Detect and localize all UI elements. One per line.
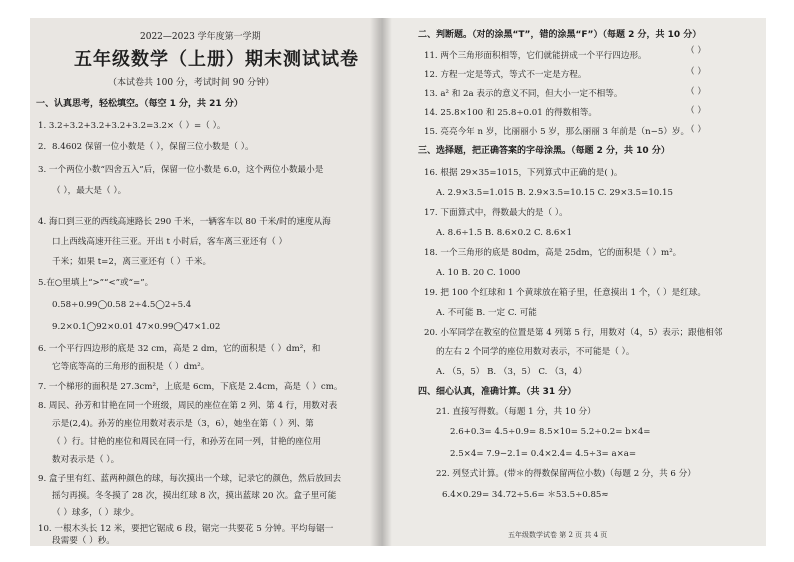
choice-line: A. 10 B. 20 C. 1000 bbox=[436, 268, 521, 278]
fill-line: 它等底等高的三角形的面积是（ ）dm²。 bbox=[52, 362, 210, 372]
judge-item: 15. 亮亮今年 n 岁，比丽丽小 5 岁，那么丽丽 3 年前是（n−5）岁。 bbox=[424, 127, 690, 137]
section-1-heading: 一、认真思考，轻松填空。（每空 1 分，共 21 分） bbox=[36, 99, 243, 109]
fill-line: 2．8.4602 保留一位小数是（ ），保留三位小数是（ ）。 bbox=[38, 142, 254, 152]
judge-answer-blank[interactable]: （ ） bbox=[686, 106, 706, 116]
oral-calc-row: 2.6+0.3= 4.5÷0.9= 8.5×10= 5.2÷0.2= b×4= bbox=[450, 427, 651, 437]
fill-line: （ ），最大是（ ）。 bbox=[52, 186, 127, 196]
fill-line: （ ）球多，（ ）球少。 bbox=[52, 508, 140, 518]
section-3-heading: 三、选择题，把正确答案的字母涂黑。（每题 2 分，共 10 分） bbox=[418, 146, 670, 156]
judge-item: 12. 方程一定是等式，等式不一定是方程。 bbox=[424, 70, 587, 80]
vertical-calc-row: 6.4×0.29= 34.72÷5.6= ＊53.5÷0.85≈ bbox=[442, 490, 609, 500]
section-4-heading: 四、细心认真，准确计算。（共 31 分） bbox=[418, 387, 577, 397]
page-footer: 五年级数学试卷 第 2 页 共 4 页 bbox=[508, 531, 608, 539]
fill-line: 口上西线高速开往三亚。开出 t 小时后，客车离三亚还有（ ） bbox=[52, 237, 288, 247]
choice-line: A. 2.9×3.5=1.015 B. 2.9×3.5=10.15 C. 29×3.5=10.15 bbox=[436, 188, 673, 198]
fill-line: 0.58÷0.99◯0.58 2÷4.5◯2÷5.4 bbox=[52, 300, 192, 310]
judge-answer-blank[interactable]: （ ） bbox=[686, 125, 706, 135]
fill-line: 千米；如果 t=2，离三亚还有（ ）千米。 bbox=[52, 257, 212, 267]
fill-line: 摇匀再摸。冬冬摸了 28 次，摸出红球 8 次，摸出蓝球 20 次。盒子里可能 bbox=[52, 491, 337, 501]
fill-line: 4. 海口到三亚的西线高速路长 290 千米，一辆客车以 80 千米/时的速度从海 bbox=[38, 217, 331, 227]
choice-line: 16. 根据 29×35=1015，下列算式中正确的是( )。 bbox=[424, 168, 623, 178]
fill-line: 10. 一根木头长 12 米，要把它锯成 6 段，锯完一共要花 5 分钟。平均每锯一 bbox=[38, 524, 334, 534]
book-gutter-shadow bbox=[370, 18, 392, 546]
fill-line: （ ）行。甘艳的座位和周民在同一行，和孙芳在同一列，甘艳的座位用 bbox=[52, 437, 322, 447]
exam-subtitle: （本试卷共 100 分，考试时间 90 分钟） bbox=[108, 78, 275, 88]
choice-line: A. （5，5） B. （3，5） C. （3，4） bbox=[436, 367, 587, 377]
exam-page-1 bbox=[30, 18, 382, 546]
choice-line: 18. 一个三角形的底是 80dm，高是 25dm，它的面积是（ ）m²。 bbox=[424, 248, 682, 258]
fill-line: 3. 一个两位小数“四舍五入”后，保留一位小数是 6.0，这个两位小数最小是 bbox=[38, 165, 324, 175]
fill-line: 1. 3.2÷3.2+3.2+3.2+3.2=3.2×（ ）=（ ）。 bbox=[38, 121, 226, 131]
choice-line: 的左右 2 个同学的座位用数对表示，不可能是（ ）。 bbox=[436, 347, 635, 357]
choice-line: 17. 下面算式中，得数最大的是（ ）。 bbox=[424, 208, 568, 218]
fill-line: 9. 盒子里有红、蓝两种颜色的球，每次摸出一个球，记录它的颜色，然后放回去 bbox=[38, 474, 342, 484]
q21-heading: 21. 直接写得数。（每题 1 分，共 10 分） bbox=[436, 407, 596, 417]
school-year: 2022—2023 学年度第一学期 bbox=[140, 32, 261, 42]
fill-line: 示是(2,4)。孙芳的座位用数对表示是（3，6），她坐在第（ ）列、第 bbox=[52, 419, 314, 429]
fill-line: 数对表示是（ ）。 bbox=[52, 455, 120, 465]
judge-answer-blank[interactable]: （ ） bbox=[686, 67, 706, 77]
q22-heading: 22. 列竖式计算。(带＊的得数保留两位小数)（每题 2 分，共 6 分） bbox=[436, 469, 696, 479]
fill-line: 段需要（ ）秒。 bbox=[52, 536, 115, 546]
choice-line: 19. 把 100 个红球和 1 个黄球放在箱子里，任意摸出 1 个，（ ）是红球。 bbox=[424, 288, 706, 298]
judge-item: 14. 25.8×100 和 25.8÷0.01 的得数相等。 bbox=[424, 108, 597, 118]
choice-line: 20. 小军同学在教室的位置是第 4 列第 5 行，用数对（4，5）表示；跟他相邻 bbox=[424, 328, 723, 338]
choice-line: A. 不可能 B. 一定 C. 可能 bbox=[436, 308, 537, 318]
choice-line: A. 8.6÷1.5 B. 8.6×0.2 C. 8.6×1 bbox=[436, 228, 573, 238]
fill-line: 5.在○里填上“>”“<”或“=”。 bbox=[38, 278, 154, 288]
section-2-heading: 二、判断题。（对的涂黑“T”，错的涂黑“F”）（每题 2 分，共 10 分） bbox=[418, 30, 702, 40]
fill-line: 7. 一个梯形的面积是 27.3cm²，上底是 6cm，下底是 2.4cm，高是（ ）cm。 bbox=[38, 382, 343, 392]
judge-item: 13. a² 和 2a 表示的意义不同，但大小一定不相等。 bbox=[424, 89, 623, 99]
fill-line: 8. 周民、孙芳和甘艳在同一个班级，周民的座位在第 2 列、第 4 行，用数对表 bbox=[38, 401, 338, 411]
fill-line: 6. 一个平行四边形的底是 32 cm，高是 2 dm，它的面积是（ ）dm²，和 bbox=[38, 344, 321, 354]
judge-answer-blank[interactable]: （ ） bbox=[686, 46, 706, 56]
oral-calc-row: 2.5×4= 7.9−2.1= 0.4×2.4= 4.5÷3= a×a= bbox=[450, 449, 637, 459]
exam-page-2 bbox=[380, 18, 766, 546]
fill-line: 9.2×0.1◯92×0.01 47×0.99◯47×1.02 bbox=[52, 322, 221, 332]
judge-answer-blank[interactable]: （ ） bbox=[686, 87, 706, 97]
judge-item: 11. 两个三角形面积相等，它们就能拼成一个平行四边形。 bbox=[424, 51, 647, 61]
exam-title: 五年级数学（上册）期末测试试卷 bbox=[74, 49, 359, 70]
